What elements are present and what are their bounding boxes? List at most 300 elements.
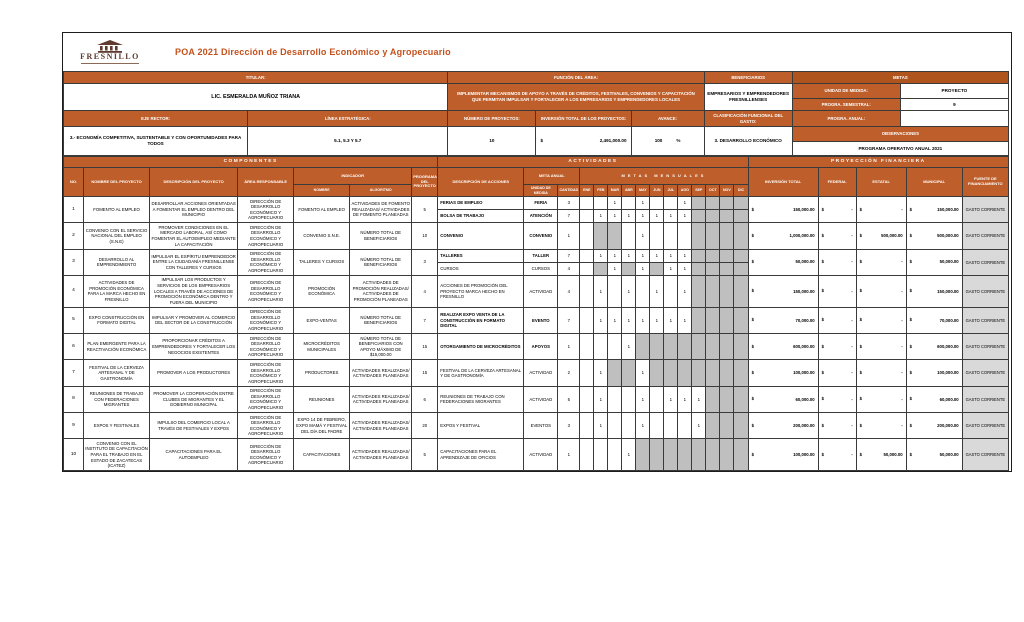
amount: - bbox=[851, 452, 853, 458]
cell-indicador-algoritmo: NÚMERO TOTAL DE BENEFICIARIOS bbox=[350, 307, 412, 333]
amount: - bbox=[851, 206, 853, 212]
cell-mes-jul bbox=[664, 360, 678, 386]
metas-label: METAS bbox=[792, 72, 1008, 84]
logo-tagline-line bbox=[81, 63, 139, 64]
currency-sign: $ bbox=[751, 396, 754, 402]
cell-mes-ago bbox=[678, 334, 692, 360]
col-municipal: MUNICIPAL bbox=[906, 168, 962, 197]
cell-mes-abr bbox=[622, 197, 636, 210]
cell-descripcion-accion: ACCIONES DE PROMOCIÓN DEL PROYECTO MARCA HECHO EN FRESNILLO bbox=[438, 275, 524, 307]
cell-area-responsable: DIRECCIÓN DE DESARROLLO ECONÓMICO Y AGROPECUARIO bbox=[238, 197, 294, 223]
cell-no: 2 bbox=[64, 223, 84, 249]
col-fuente-financiamiento: FUENTE DE FINANCIAMIENTO bbox=[962, 168, 1008, 197]
cell-mes-ago bbox=[678, 439, 692, 471]
cell-fuente-financiamiento: GASTO CORRIENTE bbox=[962, 334, 1008, 360]
cell-programa-proyecto: 5 bbox=[412, 197, 438, 223]
cell-mes-abr: 1 bbox=[622, 334, 636, 360]
cell-area-responsable: DIRECCIÓN DE DESARROLLO ECONÓMICO Y AGROPECUARIO bbox=[238, 439, 294, 471]
cell-mes-nov bbox=[720, 307, 734, 333]
fresnillo-logo bbox=[71, 40, 149, 64]
band-proyeccion-financiera: PROYECCIÓN FINANCIERA bbox=[748, 157, 1008, 168]
cell-mes-oct bbox=[706, 275, 720, 307]
cell-unidad-medida: CURSOS bbox=[524, 262, 558, 275]
cell-federal bbox=[818, 334, 856, 360]
band-componentes: COMPONENTES bbox=[64, 157, 438, 168]
cell-nombre-proyecto: PLAN EMERGENTE PARA LA REACTIVACIÓN ECONÓMICA bbox=[84, 334, 150, 360]
cell-municipal bbox=[906, 360, 962, 386]
cell-mes-nov bbox=[720, 249, 734, 262]
cell-cantidad: 7 bbox=[558, 249, 580, 262]
cell-federal bbox=[818, 197, 856, 223]
progra-anual-label: PROGRA. ANUAL: bbox=[792, 111, 900, 127]
project-row-3-accion-1 bbox=[64, 249, 1009, 262]
cell-no: 9 bbox=[64, 413, 84, 439]
cell-mes-jul: 1 bbox=[664, 210, 678, 223]
beneficiarios-label: BENEFICIARIOS bbox=[704, 72, 792, 84]
cell-municipal bbox=[906, 223, 962, 249]
observaciones-label: OBSERVACIONES bbox=[792, 127, 1008, 142]
cell-programa-proyecto: 3 bbox=[412, 249, 438, 275]
cell-unidad-medida: CONVENIO bbox=[524, 223, 558, 249]
col-area-responsable: ÁREA RESPONSABLE bbox=[238, 168, 294, 197]
cell-indicador-nombre: MICROCRÉDITOS MUNICIPALES bbox=[294, 334, 350, 360]
cell-mes-sep: 1 bbox=[692, 413, 706, 439]
currency-sign: $ bbox=[821, 344, 824, 350]
cell-indicador-nombre: TALLERES Y CURSOS bbox=[294, 249, 350, 275]
cell-estatal bbox=[856, 334, 906, 360]
cell-mes-nov bbox=[720, 386, 734, 412]
cell-no: 4 bbox=[64, 275, 84, 307]
cell-fuente-financiamiento: GASTO CORRIENTE bbox=[962, 360, 1008, 386]
cell-descripcion-accion: FESTIVAL DE LA CERVEZA ARTESANAL Y DE GASTRONOMÍA bbox=[438, 360, 524, 386]
project-row-5 bbox=[64, 307, 1009, 333]
avance-value bbox=[631, 127, 704, 156]
cell-mes-ago bbox=[678, 413, 692, 439]
cell-descripcion-proyecto: IMPULSAR Y PROMOVER AL COMERCIO DEL SECTOR DE LA CONSTRUCCIÓN bbox=[150, 307, 238, 333]
cell-federal bbox=[818, 249, 856, 275]
cell-nombre-proyecto: CONVENIO CON EL INSTITUTO DE CAPACITACIÓN PARA EL TRABAJO EN EL ESTADO DE ZACATECAS (ICATEZ) bbox=[84, 439, 150, 471]
unidad-medida-value: PROYECTO bbox=[900, 84, 1008, 99]
cell-descripcion-proyecto: CAPACITACIONES PARA EL AUTOEMPLEO bbox=[150, 439, 238, 471]
currency-sign: $ bbox=[909, 396, 913, 402]
cell-descripcion-proyecto: PROPORCIONAR CRÉDITOS A EMPRENDEDORES Y FORTALECER LOS NEGOCIOS EXISTENTES bbox=[150, 334, 238, 360]
cell-nombre-proyecto: DESARROLLO AL EMPRENDIMIENTO bbox=[84, 249, 150, 275]
cell-mes-mar bbox=[608, 334, 622, 360]
amount: - bbox=[901, 370, 903, 376]
cell-unidad-medida: ACTIVIDAD bbox=[524, 360, 558, 386]
currency-sign: $ bbox=[821, 259, 824, 265]
num-proyectos-value: 10 bbox=[448, 127, 536, 156]
progra-anual-value bbox=[900, 111, 1008, 127]
amount: 60,000.00 bbox=[939, 396, 959, 402]
cell-indicador-nombre: PROMOCIÓN ECONÓMICA bbox=[294, 275, 350, 307]
cell-mes-dic bbox=[734, 334, 748, 360]
cell-mes-mar: 1 bbox=[608, 197, 622, 210]
cell-mes-feb: 1 bbox=[594, 210, 608, 223]
col-month-nov: NOV bbox=[720, 185, 734, 197]
cell-area-responsable: DIRECCIÓN DE DESARROLLO ECONÓMICO Y AGROPECUARIO bbox=[238, 360, 294, 386]
cell-estatal bbox=[856, 360, 906, 386]
cell-mes-abr bbox=[622, 413, 636, 439]
cell-mes-jun bbox=[650, 386, 664, 412]
eje-rector-value: 3.- ECONOMÍA COMPETITIVA, SUSTENTABLE Y CON OPORTUNIDADES PARA TODOS bbox=[64, 127, 248, 156]
cell-nombre-proyecto: FOMENTO AL EMPLEO bbox=[84, 197, 150, 223]
amount: 50,000.00 bbox=[795, 259, 815, 265]
amount: - bbox=[851, 396, 853, 402]
amount: 60,000.00 bbox=[795, 396, 815, 402]
cell-mes-ene bbox=[580, 223, 594, 249]
col-federal: FEDERAL bbox=[818, 168, 856, 197]
cell-unidad-medida: EVENTO bbox=[524, 307, 558, 333]
currency-sign: $ bbox=[859, 370, 863, 376]
cell-estatal bbox=[856, 197, 906, 223]
amount: 70,000.00 bbox=[939, 317, 959, 323]
cell-indicador-algoritmo: ACTIVIDADES REALIZADAS/ ACTIVIDADES PLANEADAS bbox=[350, 360, 412, 386]
cell-cantidad: 7 bbox=[558, 307, 580, 333]
cell-mes-may bbox=[636, 275, 650, 307]
cell-federal bbox=[818, 386, 856, 412]
header-info-table bbox=[63, 71, 1009, 156]
observaciones-value: PROGRAMA OPERATIVO ANUAL 2021 bbox=[792, 142, 1008, 156]
cell-mes-feb bbox=[594, 439, 608, 471]
cell-indicador-algoritmo: ACTIVIDADES REALIZADAS/ ACTIVIDADES PLANEADAS bbox=[350, 386, 412, 412]
cell-descripcion-accion: REALIZAR EXPO VENTA DE LA CONSTRUCCIÓN EN FORMATO DIGITAL bbox=[438, 307, 524, 333]
cell-mes-jun bbox=[650, 439, 664, 471]
cell-mes-sep: 1 bbox=[692, 386, 706, 412]
col-unidad-medida: UNIDAD DE MEDIDA bbox=[524, 185, 558, 197]
cell-mes-jun bbox=[650, 197, 664, 210]
currency-sign: $ bbox=[821, 396, 824, 402]
col-month-mar: MAR bbox=[608, 185, 622, 197]
cell-descripcion-accion: TALLERES bbox=[438, 249, 524, 262]
cell-nombre-proyecto: FESTIVAL DE LA CERVEZA ARTESANAL Y DE GASTRONOMÍA bbox=[84, 360, 150, 386]
cell-descripcion-accion: EXPOS Y FESTIVAL bbox=[438, 413, 524, 439]
currency-sign: $ bbox=[909, 370, 913, 376]
cell-mes-dic bbox=[734, 210, 748, 223]
project-row-8 bbox=[64, 386, 1009, 412]
cell-programa-proyecto: 7 bbox=[412, 307, 438, 333]
amount: - bbox=[901, 288, 903, 294]
cell-unidad-medida: APOYOS bbox=[524, 334, 558, 360]
cell-indicador-nombre: EXPO-VENTAS bbox=[294, 307, 350, 333]
amount: 150,000.00 bbox=[937, 206, 959, 212]
cell-inversion-total bbox=[748, 386, 818, 412]
cell-municipal bbox=[906, 307, 962, 333]
cell-programa-proyecto: 4 bbox=[412, 275, 438, 307]
project-row-4 bbox=[64, 275, 1009, 307]
cell-descripcion-accion: CAPACITACIONES PARA EL APRENDIZAJE DE OFICIOS bbox=[438, 439, 524, 471]
currency-sign: $ bbox=[859, 206, 863, 212]
cell-mes-oct bbox=[706, 360, 720, 386]
col-indicador-nombre: NOMBRE bbox=[294, 185, 350, 197]
cell-mes-abr bbox=[622, 360, 636, 386]
currency-sign: $ bbox=[751, 288, 754, 294]
cell-inversion-total bbox=[748, 249, 818, 275]
amount: - bbox=[901, 206, 903, 212]
cell-fuente-financiamiento: GASTO CORRIENTE bbox=[962, 307, 1008, 333]
cell-municipal bbox=[906, 439, 962, 471]
cell-cantidad: 1 bbox=[558, 439, 580, 471]
cell-mes-jul: 1 bbox=[664, 307, 678, 333]
amount: 100,000.00 bbox=[937, 370, 959, 376]
cell-mes-jul bbox=[664, 334, 678, 360]
cell-fuente-financiamiento: GASTO CORRIENTE bbox=[962, 197, 1008, 223]
beneficiarios-value: EMPRESARIOS Y EMPRENDEDORES FRESNILLENSES bbox=[704, 84, 792, 111]
cell-cantidad: 7 bbox=[558, 210, 580, 223]
cell-estatal bbox=[856, 307, 906, 333]
cell-nombre-proyecto: CONVENIO CON EL SERVICIO NACIONAL DEL EMPLEO (S.N.E) bbox=[84, 223, 150, 249]
cell-federal bbox=[818, 360, 856, 386]
cell-mes-ene bbox=[580, 262, 594, 275]
col-month-feb: FEB bbox=[594, 185, 608, 197]
cell-no: 7 bbox=[64, 360, 84, 386]
currency-sign: $ bbox=[909, 233, 913, 239]
progra-semestral-value: 9 bbox=[900, 99, 1008, 111]
band-actividades: ACTIVIDADES bbox=[438, 157, 748, 168]
cell-descripcion-proyecto: IMPULSAR LOS PRODUCTOS Y SERVICIOS DE LOS EMPRESARIOS LOCALES A TRAVÉS DE ACCIONES DE PROMOCIÓN ECONÓMICA DENTRO Y FUERA DEL MUNICIPIO bbox=[150, 275, 238, 307]
cell-inversion-total bbox=[748, 275, 818, 307]
projects-tbody bbox=[64, 197, 1009, 471]
cell-mes-jun bbox=[650, 262, 664, 275]
cell-cantidad: 2 bbox=[558, 360, 580, 386]
amount: 100,000.00 bbox=[793, 370, 815, 376]
cell-inversion-total bbox=[748, 334, 818, 360]
currency-sign: $ bbox=[859, 422, 863, 428]
cell-no: 6 bbox=[64, 334, 84, 360]
cell-mes-ago: 1 bbox=[678, 386, 692, 412]
cell-cantidad: 4 bbox=[558, 262, 580, 275]
cell-mes-feb: 1 bbox=[594, 307, 608, 333]
cell-mes-feb bbox=[594, 223, 608, 249]
cell-indicador-nombre: CAPACITACIONES bbox=[294, 439, 350, 471]
amount: - bbox=[851, 317, 853, 323]
cell-mes-jul bbox=[664, 197, 678, 210]
cell-mes-mar bbox=[608, 439, 622, 471]
cell-mes-mar bbox=[608, 275, 622, 307]
amount: 600,000.00 bbox=[793, 344, 815, 349]
unidad-medida-label: UNIDAD DE MEDIDA: bbox=[792, 84, 900, 99]
amount: - bbox=[901, 344, 903, 349]
cell-mes-sep bbox=[692, 439, 706, 471]
cell-mes-jun: 1 bbox=[650, 307, 664, 333]
cell-descripcion-accion: CURSOS bbox=[438, 262, 524, 275]
currency-sign: $ bbox=[909, 259, 913, 265]
currency-sign: $ bbox=[821, 206, 824, 212]
clasificacion-gasto-label: CLASIFICACIÓN FUNCIONAL DEL GASTO: bbox=[704, 111, 792, 127]
cell-mes-abr: 1 bbox=[622, 210, 636, 223]
cell-fuente-financiamiento: GASTO CORRIENTE bbox=[962, 275, 1008, 307]
cell-mes-oct bbox=[706, 249, 720, 262]
cell-mes-nov bbox=[720, 413, 734, 439]
project-row-1-accion-1 bbox=[64, 197, 1009, 210]
currency-sign: $ bbox=[821, 233, 824, 239]
col-month-abr: ABR bbox=[622, 185, 636, 197]
cell-federal bbox=[818, 223, 856, 249]
cell-mes-may: 1 bbox=[636, 360, 650, 386]
clasificacion-gasto-value: 3. DESARROLLO ECONÓMICO bbox=[704, 127, 792, 156]
cell-cantidad: 4 bbox=[558, 275, 580, 307]
cell-area-responsable: DIRECCIÓN DE DESARROLLO ECONÓMICO Y AGROPECUARIO bbox=[238, 307, 294, 333]
currency-sign: $ bbox=[909, 206, 913, 212]
cell-municipal bbox=[906, 275, 962, 307]
col-inversion-total: INVERSIÓN TOTAL bbox=[748, 168, 818, 197]
cell-mes-feb: 1 bbox=[594, 249, 608, 262]
currency-sign: $ bbox=[909, 288, 913, 294]
cell-mes-may bbox=[636, 334, 650, 360]
cell-programa-proyecto: 6 bbox=[412, 386, 438, 412]
avance-number: 100 bbox=[654, 138, 663, 144]
funcion-area-label: FUNCIÓN DEL ÁREA: bbox=[448, 72, 704, 84]
cell-mes-oct bbox=[706, 262, 720, 275]
col-month-ago: AGO bbox=[678, 185, 692, 197]
percent-sign: % bbox=[676, 138, 681, 144]
cell-municipal bbox=[906, 386, 962, 412]
cell-mes-ene bbox=[580, 413, 594, 439]
cell-mes-jun: 1 bbox=[650, 275, 664, 307]
cell-mes-ene bbox=[580, 275, 594, 307]
cell-mes-feb: 1 bbox=[594, 386, 608, 412]
amount: - bbox=[851, 344, 853, 349]
cell-unidad-medida: EVENTOS bbox=[524, 413, 558, 439]
cell-municipal bbox=[906, 197, 962, 223]
cell-no: 5 bbox=[64, 307, 84, 333]
cell-mes-dic bbox=[734, 413, 748, 439]
inversion-total-label: INVERSIÓN TOTAL DE LOS PROYECTOS: bbox=[536, 111, 631, 127]
cell-mes-oct bbox=[706, 334, 720, 360]
cell-federal bbox=[818, 413, 856, 439]
cell-descripcion-proyecto: PROMOVER A LOS PRODUCTORES bbox=[150, 360, 238, 386]
cell-mes-dic bbox=[734, 223, 748, 249]
cell-mes-sep bbox=[692, 210, 706, 223]
cell-indicador-nombre: EXPO 14 DE FEBRERO, EXPO MAMÁ Y FESTIVAL DEL DÍA DEL PADRE bbox=[294, 413, 350, 439]
currency-sign: $ bbox=[751, 233, 754, 239]
currency-sign: $ bbox=[751, 317, 754, 323]
cell-mes-dic bbox=[734, 307, 748, 333]
cell-mes-ene bbox=[580, 439, 594, 471]
cell-nombre-proyecto: EXPO CONSTRUCCIÓN EN FORMATO DIGITAL bbox=[84, 307, 150, 333]
cell-mes-abr: 1 bbox=[622, 249, 636, 262]
currency-sign: $ bbox=[751, 259, 754, 265]
col-month-may: MAY bbox=[636, 185, 650, 197]
cell-municipal bbox=[906, 249, 962, 275]
cell-mes-mar bbox=[608, 223, 622, 249]
cell-mes-sep bbox=[692, 307, 706, 333]
cell-indicador-algoritmo: NÚMERO TOTAL DE BENEFICIARIOS bbox=[350, 223, 412, 249]
cell-mes-nov bbox=[720, 197, 734, 210]
cell-federal bbox=[818, 307, 856, 333]
cell-indicador-nombre: PRODUCTORES bbox=[294, 360, 350, 386]
cell-mes-oct bbox=[706, 413, 720, 439]
cell-cantidad: 1 bbox=[558, 223, 580, 249]
cell-descripcion-proyecto: DESARROLLAR ACCIONES ORIENTADAS A FOMENTAR EL EMPLEO DENTRO DEL MUNICIPIO bbox=[150, 197, 238, 223]
col-month-jul: JUL bbox=[664, 185, 678, 197]
cell-mes-feb: 1 bbox=[594, 360, 608, 386]
cell-mes-jul: 1 bbox=[664, 262, 678, 275]
project-row-7 bbox=[64, 360, 1009, 386]
cell-area-responsable: DIRECCIÓN DE DESARROLLO ECONÓMICO Y AGROPECUARIO bbox=[238, 223, 294, 249]
currency-sign: $ bbox=[751, 344, 754, 350]
cell-mes-jun bbox=[650, 360, 664, 386]
cell-mes-sep bbox=[692, 360, 706, 386]
col-cantidad: CANTIDAD bbox=[558, 185, 580, 197]
cell-mes-oct bbox=[706, 210, 720, 223]
cell-indicador-nombre: CONVENIO S.N.E. bbox=[294, 223, 350, 249]
cell-no: 8 bbox=[64, 386, 84, 412]
eje-rector-label: EJE RECTOR: bbox=[64, 111, 248, 127]
amount: 150,000.00 bbox=[937, 288, 959, 294]
cell-mes-jun: 1 bbox=[650, 249, 664, 262]
cell-descripcion-accion: CONVENIO bbox=[438, 223, 524, 249]
inversion-total-value bbox=[536, 127, 631, 156]
currency-sign: $ bbox=[751, 370, 754, 376]
project-row-2 bbox=[64, 223, 1009, 249]
amount: - bbox=[901, 396, 903, 402]
titular-label: TITULAR: bbox=[64, 72, 448, 84]
cell-mes-ago: 1 bbox=[678, 307, 692, 333]
cell-mes-dic bbox=[734, 386, 748, 412]
cell-mes-nov bbox=[720, 360, 734, 386]
col-descripcion-proyecto: DESCRIPCIÓN DEL PROYECTO bbox=[150, 168, 238, 197]
project-row-9 bbox=[64, 413, 1009, 439]
cell-area-responsable: DIRECCIÓN DE DESARROLLO ECONÓMICO Y AGROPECUARIO bbox=[238, 334, 294, 360]
cell-mes-jul bbox=[664, 439, 678, 471]
cell-mes-abr bbox=[622, 262, 636, 275]
currency-sign: $ bbox=[821, 370, 824, 376]
amount: - bbox=[851, 370, 853, 376]
currency-sign: $ bbox=[909, 452, 913, 458]
currency-sign: $ bbox=[909, 422, 913, 428]
cell-programa-proyecto: 20 bbox=[412, 413, 438, 439]
amount: - bbox=[901, 259, 903, 265]
cell-inversion-total bbox=[748, 223, 818, 249]
currency-sign: $ bbox=[821, 288, 824, 294]
cell-estatal bbox=[856, 439, 906, 471]
cell-mes-nov bbox=[720, 439, 734, 471]
currency-sign: $ bbox=[859, 452, 863, 458]
cell-fuente-financiamiento: GASTO CORRIENTE bbox=[962, 413, 1008, 439]
col-meta-anual: META ANUAL bbox=[524, 168, 580, 185]
cell-mes-sep bbox=[692, 262, 706, 275]
amount: 150,000.00 bbox=[793, 288, 815, 294]
cell-mes-may: 1 bbox=[636, 262, 650, 275]
col-nombre-proyecto: NOMBRE DEL PROYECTO bbox=[84, 168, 150, 197]
cell-estatal bbox=[856, 386, 906, 412]
cell-unidad-medida: ACTIVIDAD bbox=[524, 439, 558, 471]
cell-area-responsable: DIRECCIÓN DE DESARROLLO ECONÓMICO Y AGROPECUARIO bbox=[238, 249, 294, 275]
cell-fuente-financiamiento: GASTO CORRIENTE bbox=[962, 386, 1008, 412]
num-proyectos-label: NÚMERO DE PROYECTOS: bbox=[448, 111, 536, 127]
cell-mes-feb bbox=[594, 334, 608, 360]
cell-mes-ago bbox=[678, 223, 692, 249]
col-indicador: INDICADOR bbox=[294, 168, 412, 185]
cell-unidad-medida: FERIA bbox=[524, 197, 558, 210]
cell-mes-sep bbox=[692, 275, 706, 307]
amount: 50,000.00 bbox=[883, 452, 903, 458]
cell-mes-feb bbox=[594, 197, 608, 210]
currency-sign: $ bbox=[821, 317, 824, 323]
cell-descripcion-accion: REUNIONES DE TRABAJO CON FEDERACIONES MIGRANTES bbox=[438, 386, 524, 412]
cell-mes-ene bbox=[580, 334, 594, 360]
cell-fuente-financiamiento: GASTO CORRIENTE bbox=[962, 223, 1008, 249]
cell-descripcion-proyecto: IMPULSAR EL ESPÍRITU EMPRENDEDOR ENTRE LA CIUDADANÍA FRESNILLENSE CON TALLERES Y CURSOS bbox=[150, 249, 238, 275]
cell-nombre-proyecto: ACTIVIDADES DE PROMOCIÓN ECONÓMICA PARA LA MARCA HECHO EN FRESNILLO bbox=[84, 275, 150, 307]
cell-programa-proyecto: 15 bbox=[412, 334, 438, 360]
cell-mes-mar: 1 bbox=[608, 262, 622, 275]
cell-federal bbox=[818, 439, 856, 471]
currency-sign: $ bbox=[751, 452, 754, 458]
amount: - bbox=[851, 288, 853, 294]
col-month-dic: DIC bbox=[734, 185, 748, 197]
